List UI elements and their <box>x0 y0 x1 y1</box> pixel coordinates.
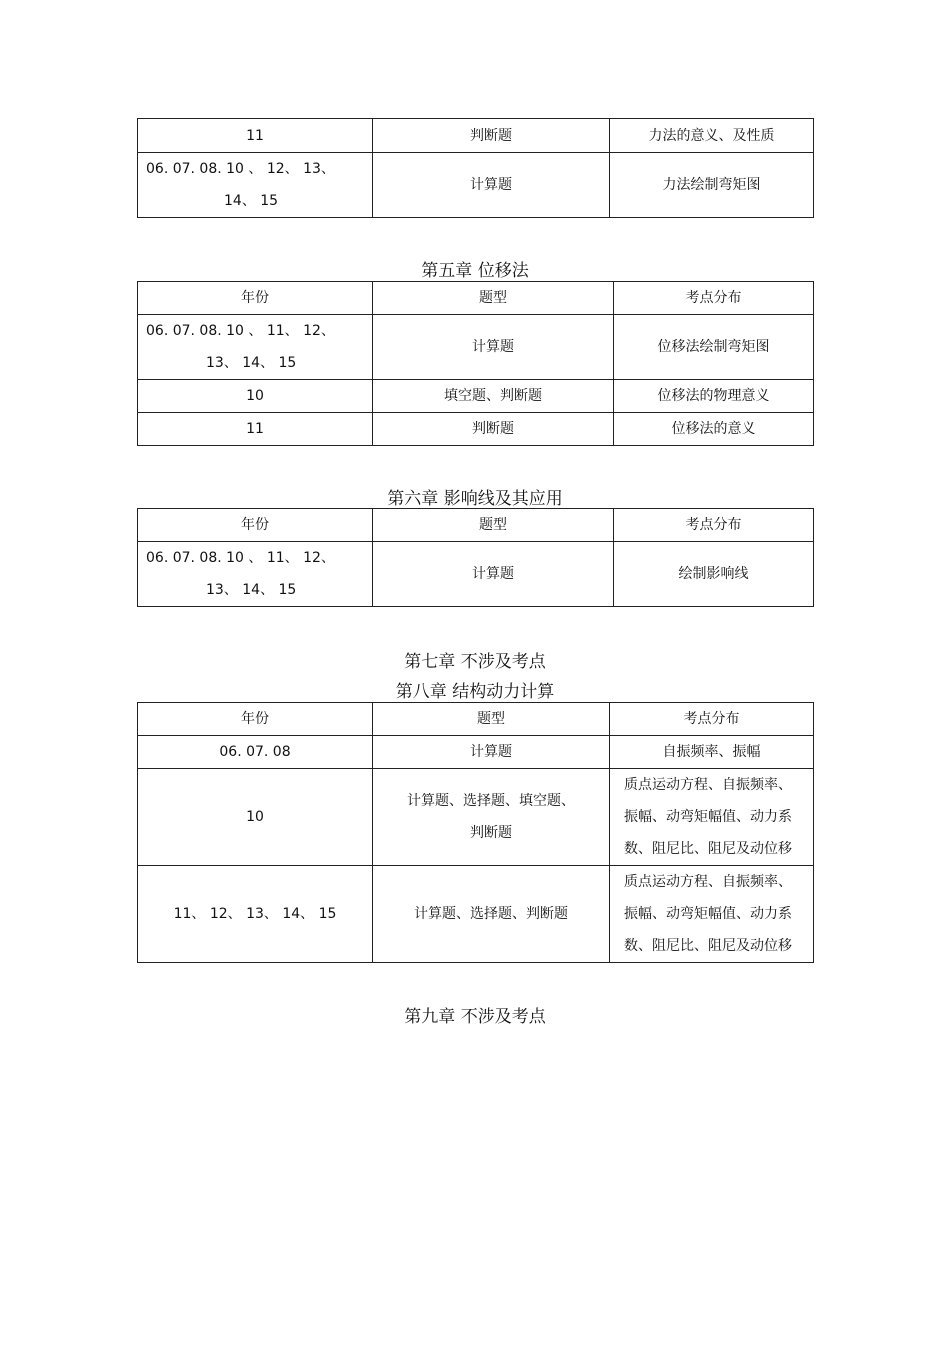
type-cell: 判断题 <box>373 119 610 153</box>
year-cell <box>138 153 373 218</box>
header-type: 题型 <box>373 703 610 736</box>
table-header-row <box>138 282 814 315</box>
points-line-3: 数、阻尼比、阻尼及动位移 <box>624 938 792 954</box>
year-cell <box>138 542 373 607</box>
header-year: 年份 <box>138 509 373 542</box>
table-chapter-6 <box>137 508 814 607</box>
table-row <box>138 315 814 380</box>
year-line-1: 06. 07. 08. 10 、 11、 12、 <box>146 323 335 339</box>
chapter-7-title: 第七章 不涉及考点 <box>404 652 546 672</box>
year-cell: 11 <box>138 413 373 446</box>
points-line-2: 振幅、动弯矩幅值、动力系 <box>624 906 792 922</box>
type-cell <box>373 769 610 866</box>
type-cell: 判断题 <box>373 413 614 446</box>
type-cell: 计算题、选择题、判断题 <box>373 866 610 963</box>
type-cell: 计算题 <box>373 153 610 218</box>
year-cell: 10 <box>138 769 373 866</box>
year-cell: 11、 12、 13、 14、 15 <box>138 866 373 963</box>
points-line-1: 质点运动方程、自振频率、 <box>624 874 792 890</box>
table-row <box>138 380 814 413</box>
year-line-2: 14、 15 <box>224 193 279 209</box>
table-row <box>138 769 814 866</box>
points-cell: 位移法的意义 <box>614 413 814 446</box>
points-cell <box>610 769 814 866</box>
year-line-1: 06. 07. 08. 10 、 12、 13、 <box>146 161 335 177</box>
year-line-1: 06. 07. 08. 10 、 11、 12、 <box>146 550 335 566</box>
chapter-6-title: 第六章 影响线及其应用 <box>387 489 563 509</box>
table-header-row <box>138 509 814 542</box>
type-line-2: 判断题 <box>470 825 512 841</box>
table-chapter-5 <box>137 281 814 446</box>
table-chapter-8 <box>137 702 814 963</box>
points-line-1: 质点运动方程、自振频率、 <box>624 777 792 793</box>
type-cell: 填空题、判断题 <box>373 380 614 413</box>
type-line-1: 计算题、选择题、填空题、 <box>407 793 575 809</box>
year-cell <box>138 315 373 380</box>
type-cell: 计算题 <box>373 315 614 380</box>
type-cell: 计算题 <box>373 736 610 769</box>
table-row <box>138 153 814 218</box>
table-chapter-4-continued <box>137 118 814 218</box>
table-row <box>138 866 814 963</box>
points-cell: 自振频率、振幅 <box>610 736 814 769</box>
type-cell: 计算题 <box>373 542 614 607</box>
header-year: 年份 <box>138 282 373 315</box>
points-cell: 位移法绘制弯矩图 <box>614 315 814 380</box>
year-cell: 11 <box>138 119 373 153</box>
chapter-5-title: 第五章 位移法 <box>421 261 529 281</box>
points-cell: 绘制影响线 <box>614 542 814 607</box>
points-cell: 力法绘制弯矩图 <box>610 153 814 218</box>
table-row <box>138 736 814 769</box>
year-cell: 10 <box>138 380 373 413</box>
table-row <box>138 542 814 607</box>
header-year: 年份 <box>138 703 373 736</box>
chapter-9-title: 第九章 不涉及考点 <box>404 1007 546 1027</box>
table-header-row <box>138 703 814 736</box>
year-line-2: 13、 14、 15 <box>206 582 297 598</box>
chapter-8-title: 第八章 结构动力计算 <box>395 682 555 702</box>
header-points: 考点分布 <box>614 282 814 315</box>
header-type: 题型 <box>373 509 614 542</box>
table-row <box>138 119 814 153</box>
table-row <box>138 413 814 446</box>
points-line-2: 振幅、动弯矩幅值、动力系 <box>624 809 792 825</box>
points-cell: 位移法的物理意义 <box>614 380 814 413</box>
header-type: 题型 <box>373 282 614 315</box>
header-points: 考点分布 <box>614 509 814 542</box>
points-cell: 力法的意义、及性质 <box>610 119 814 153</box>
year-line-2: 13、 14、 15 <box>206 355 297 371</box>
points-line-3: 数、阻尼比、阻尼及动位移 <box>624 841 792 857</box>
year-cell: 06. 07. 08 <box>138 736 373 769</box>
points-cell <box>610 866 814 963</box>
header-points: 考点分布 <box>610 703 814 736</box>
